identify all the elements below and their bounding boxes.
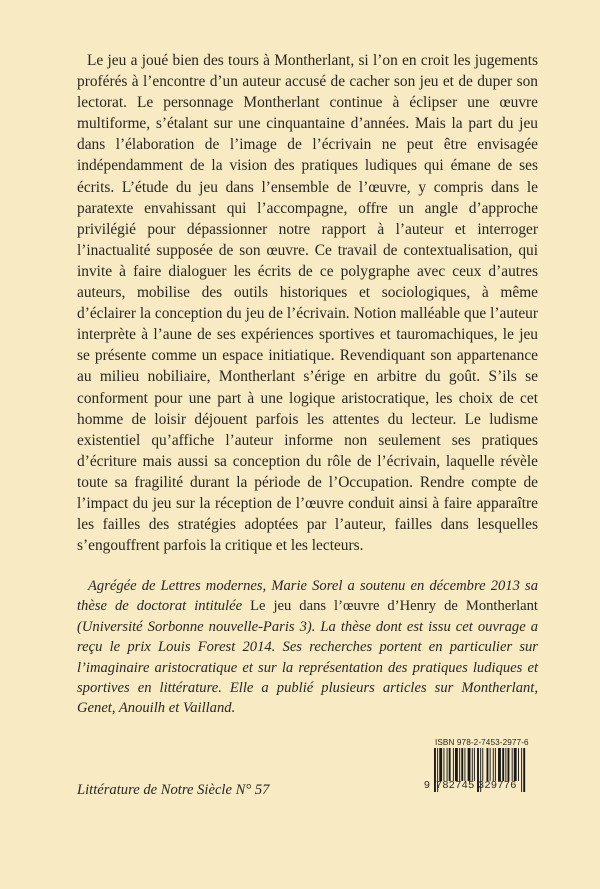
series-label: Littérature de Notre Siècle N° 57 [77,782,270,798]
author-bio-text-continued: (Université Sorbonne nouvelle-Paris 3). La thèse dont est issu cet ouvrage a reçu le prix Louis Forest 2014. Ses recherches portent en particulier sur l’imaginaire aristocratique et sur la représentation des pratiques ludiques et sportives en littérature. Elle a publié plusieurs articles sur Montherlant, Genet, Anouilh et Vailland. [77,618,538,717]
isbn-barcode [424,738,545,796]
thesis-title: Le jeu dans l’œuvre d’Henry de Montherlant [250,598,538,615]
author-bio [77,576,538,719]
barcode-digits: 782745 329776 [436,779,517,791]
isbn-label: ISBN 978-2-7453-2977-6 [435,738,529,747]
barcode-lead-digit: 9 [424,779,430,791]
author-bio-text: Agrégée de Lettres modernes, Marie Sorel a soutenu en décembre 2013 sa thèse de doctorat intitulée [77,578,538,615]
book-summary: Le jeu a joué bien des tours à Montherlant, si l’on en croit les jugements proférés à l’encontre d’un auteur accusé de cacher son jeu et de duper son lectorat. Le personnage Montherlant continue à éclipser une œuvre multiforme, s’étalant sur une cinquantaine d’années. Mais la part du jeu dans l’élaboration de l’image de l’écrivain ne peut être envisagée indépendamment de la vision des pratiques ludiques qui émane de ses écrits. L’étude du jeu dans l’ensemble de l’œuvre, y compris dans le paratexte envahissant qui l’accompagne, offre un angle d’approche privilégié pour dépassionner notre rapport à l’auteur et interroger l’inactualité supposée de son œuvre. Ce travail de contextualisation, qui invite à faire dialoguer les écrits de ce polygraphe avec ceux d’autres auteurs, mobilise des outils historiques et sociologiques, à même d’éclairer la conception du jeu de l’écrivain. Notion malléable que l’auteur interprète à l’aune de ses expériences sportives et tauromachiques, le jeu se présente comme un espace initiatique. Revendiquant son appartenance au milieu nobiliaire, Montherlant s’érige en arbitre du goût. S’ils se conforment pour une part à une logique aristocratique, les choix de cet homme de loisir déjouent parfois les attentes du lecteur. Le ludisme existentiel qu’affiche l’auteur informe non seulement ses pratiques d’écriture mais aussi sa conception du rôle de l’écrivain, laquelle révèle toute sa fragilité durant la période de l’Occupation. Rendre compte de l’impact du jeu sur la réception de l’œuvre conduit ainsi à faire apparaître les failles des stratégies adoptées par l’auteur, failles dans lesquelles s’engouffrent parfois la critique et les lecteurs. [77,52,538,555]
